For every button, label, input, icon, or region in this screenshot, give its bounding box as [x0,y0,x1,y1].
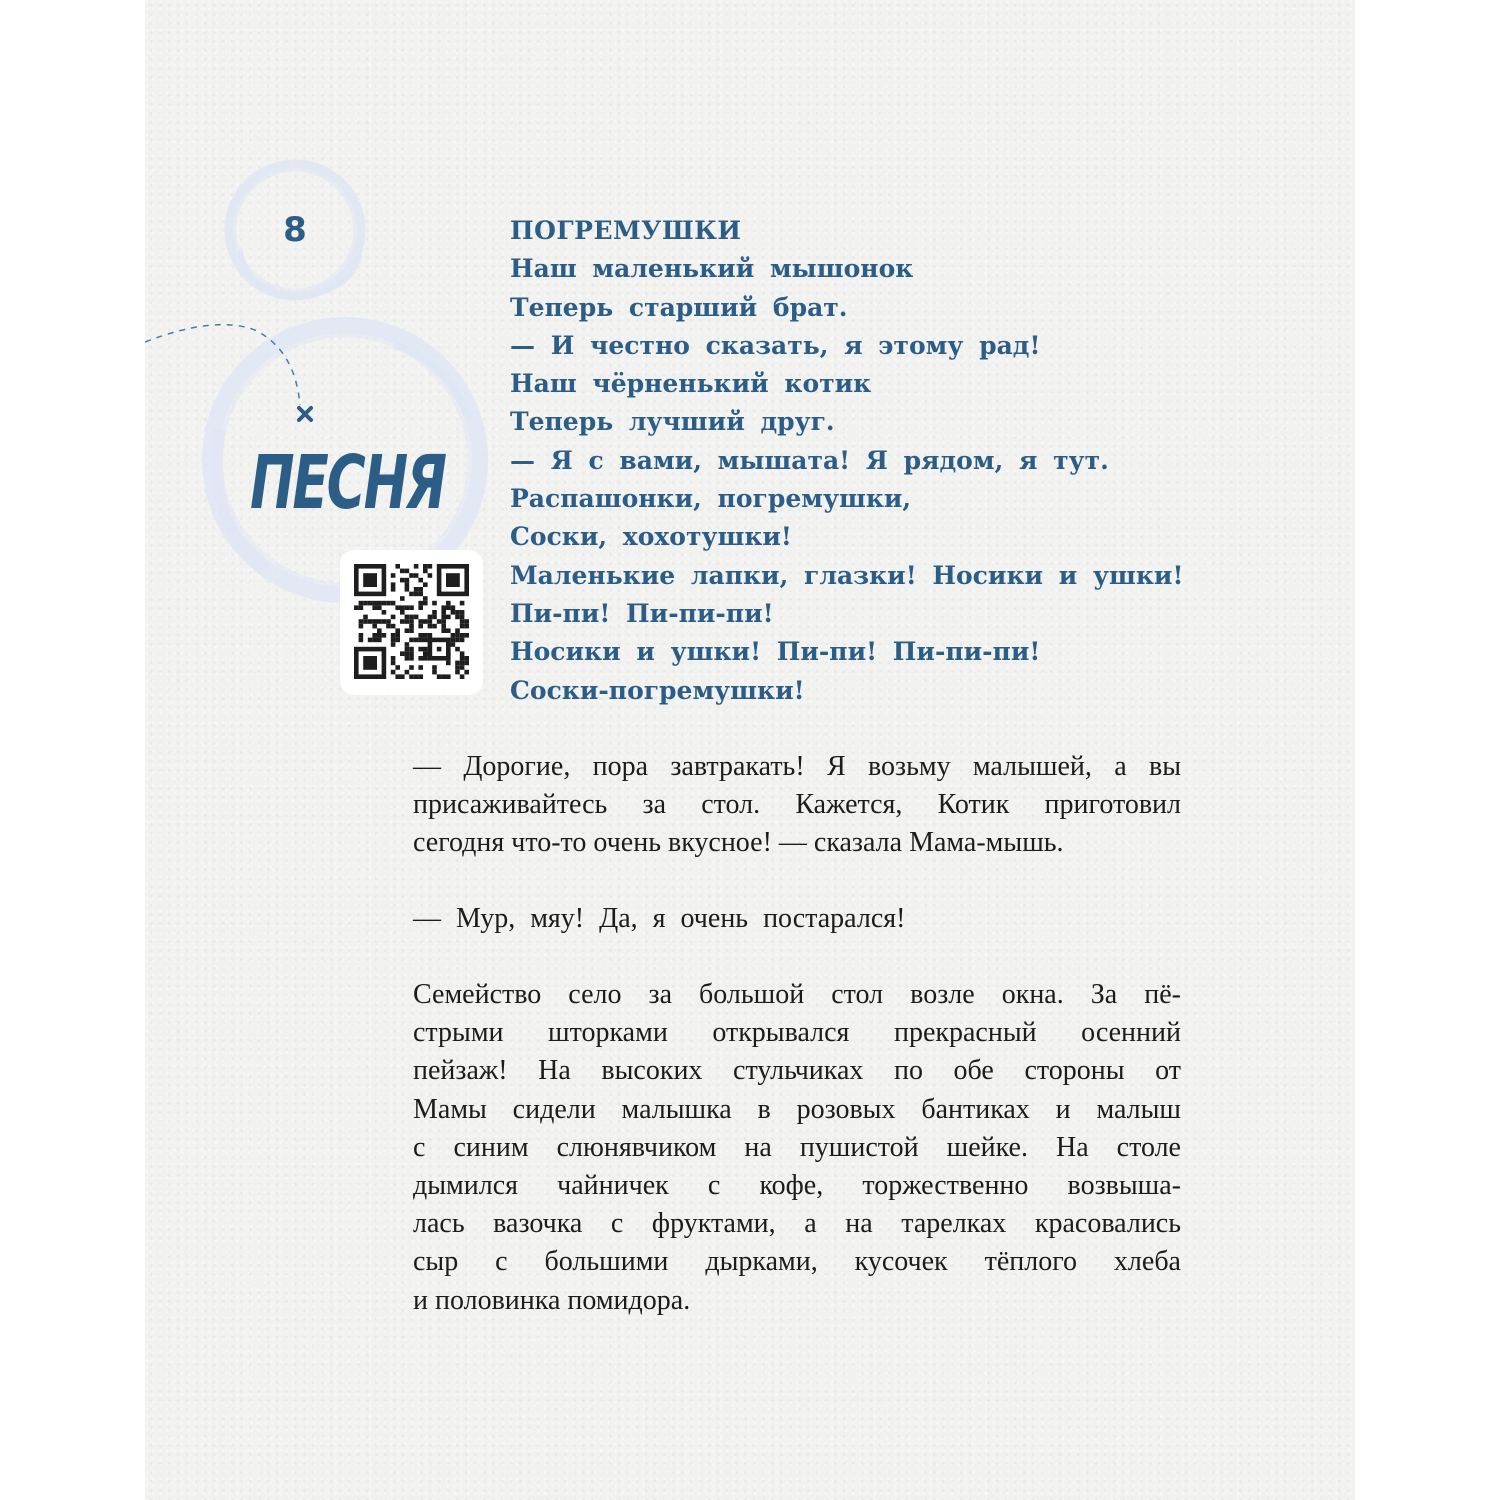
text-line: пейзаж! На высоких стульчиках по обе стороны от [413,1055,1181,1087]
text-line: Мамы сидели малышка в розовых бантиках и малыш [413,1093,1181,1125]
text-line: — Мур, мяу! Да, я очень постарался! [413,903,906,934]
song-line: Соски-погремушки! [510,675,805,705]
song-line: Пи-пи! Пи-пи-пи! [510,598,774,628]
story-paragraph-3 [413,976,1181,1320]
text-line: и половинка помидора. [413,1284,691,1316]
story-paragraph-1 [413,748,1181,863]
book-page [145,0,1355,1500]
song-line: Наш чёрненький котик [510,369,872,399]
song-line: Теперь старший брат. [510,292,848,322]
qr-code-icon[interactable] [354,564,469,679]
story-paragraph-2 [413,900,1181,938]
song-line: Распашонки, погремушки, [510,484,912,514]
song-line: Соски, хохотушки! [510,522,792,552]
song-line: — И честно сказать, я этому рад! [510,330,1041,360]
song-line: — Я с вами, мышата! Я рядом, я тут. [510,445,1109,475]
text-line: — Дорогие, пора завтракать! Я возьму малышей, а вы [413,751,1181,782]
section-label: ПЕСНЯ [250,440,445,526]
text-line: лась вазочка с фруктами, а на тарелках красовались [413,1208,1181,1240]
text-line: стрыми шторками открывался прекрасный осенний [413,1017,1181,1049]
text-line: с синим слюнявчиком на пушистой шейке. На столе [413,1131,1181,1163]
song-line: Теперь лучший друг. [510,407,835,437]
cross-mark-icon [299,408,311,420]
song-line: Маленькие лапки, глазки! Носики и ушки! [510,560,1184,590]
text-line: дымился чайничек с кофе, торжественно возвыша- [413,1170,1181,1202]
page-number: 8 [283,210,307,250]
song-line: Наш маленький мышонок [510,254,914,284]
song-line: Носики и ушки! Пи-пи! Пи-пи-пи! [510,637,1041,667]
text-line: присаживайтесь за стол. Кажется, Котик приготовил [413,789,1181,821]
text-line: сегодня что-то очень вкусное! — сказала Мама-мышь. [413,827,1064,859]
song-title: ПОГРЕМУШКИ [510,216,742,245]
text-line: сыр с большими дырками, кусочек тёплого хлеба [413,1246,1181,1278]
qr-code-card[interactable] [340,550,483,695]
song-lyrics [510,212,1190,710]
text-line: Семейство село за большой стол возле окна. За пё- [413,979,1181,1010]
